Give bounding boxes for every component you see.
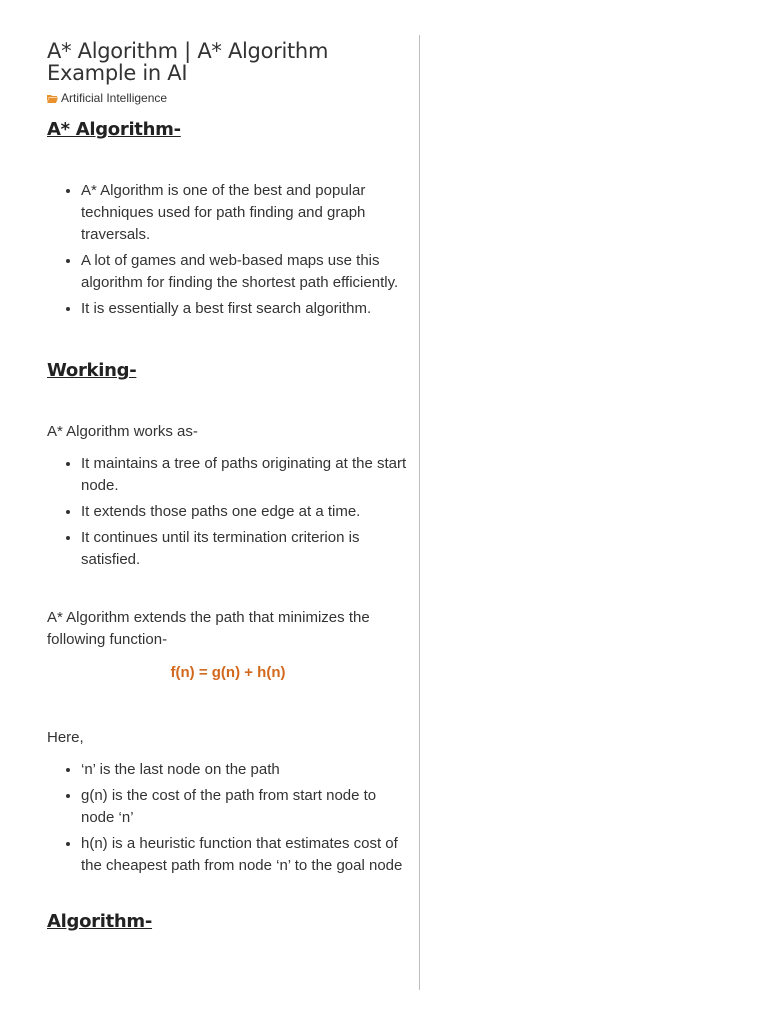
list-item: • It extends those paths one edge at a time. (81, 501, 409, 523)
list-item: • h(n) is a heuristic function that estimates cost of the cheapest path from node ‘n’ to the goal node (81, 833, 409, 877)
list-item: • It maintains a tree of paths originating at the start node. (81, 453, 409, 497)
column-divider (419, 35, 420, 990)
list-item: • It is essentially a best first search algorithm. (81, 298, 409, 320)
formula: f(n) = g(n) + h(n) (170, 664, 286, 681)
list-item: • ‘n’ is the last node on the path (81, 759, 409, 781)
working-lead: A* Algorithm works as- (47, 423, 198, 440)
article-content (47, 40, 409, 932)
definitions-list (47, 759, 409, 877)
section-heading-working: Working- (47, 360, 137, 381)
list-item: • A lot of games and web-based maps use this algorithm for finding the shortest path efficiently. (81, 250, 409, 294)
category-label[interactable]: Artificial Intelligence (61, 91, 168, 105)
working-bullet-list (47, 453, 409, 571)
intro-bullet-list (47, 180, 409, 320)
category-link[interactable] (47, 91, 409, 105)
section-heading-algorithm: Algorithm- (47, 911, 153, 932)
list-item: • It continues until its termination criterion is satisfied. (81, 527, 409, 571)
page-title: A* Algorithm | A* Algorithm Example in AI (47, 39, 329, 85)
extends-paragraph: A* Algorithm extends the path that minimizes the following function- (47, 609, 370, 648)
here-label: Here, (47, 729, 84, 746)
folder-icon (47, 94, 58, 103)
list-item: • A* Algorithm is one of the best and popular techniques used for path finding and graph traversals. (81, 180, 409, 246)
section-heading-a-star: A* Algorithm- (47, 119, 181, 140)
list-item: • g(n) is the cost of the path from start node to node ‘n’ (81, 785, 409, 829)
